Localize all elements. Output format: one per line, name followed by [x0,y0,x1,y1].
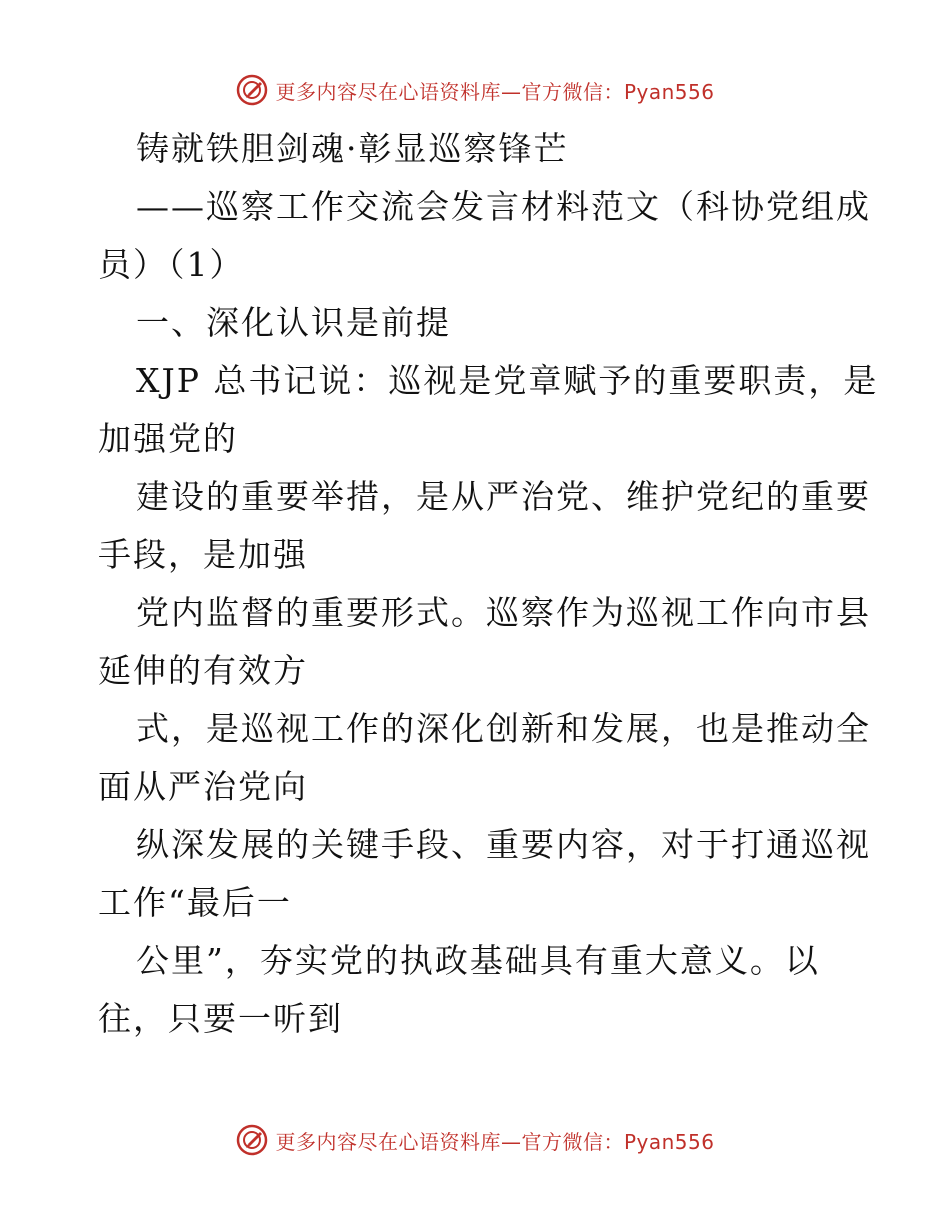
header-watermark-banner [0,68,950,112]
paragraph-line: 党内监督的重要形式。巡察作为巡视工作向市县 [136,593,871,632]
paragraph-line: XJP 总书记说：巡视是党章赋予的重要职责，是 [136,361,879,400]
section-heading: 一、深化认识是前提 [136,303,451,342]
paragraph-line: 面从严治党向 [98,767,308,806]
paragraph-line: 公里”，夯实党的执政基础具有重大意义。以 [136,941,820,980]
pen-logo-icon [235,73,269,107]
document-subtitle-line-1: ——巡察工作交流会发言材料范文（科协党组成 [136,187,871,226]
paragraph-line: 式，是巡视工作的深化创新和发展，也是推动全 [136,709,871,748]
paragraph-line: 手段，是加强 [98,535,308,574]
watermark-text: 更多内容尽在心语资料库—官方微信：Pyan556 [275,1129,715,1154]
paragraph-line: 建设的重要举措，是从严治党、维护党纪的重要 [136,477,871,516]
paragraph-line: 纵深发展的关键手段、重要内容，对于打通巡视 [136,825,871,864]
footer-watermark-banner [0,1118,950,1162]
document-body [98,120,879,1048]
watermark-text: 更多内容尽在心语资料库—官方微信：Pyan556 [275,79,715,104]
paragraph-line: 延伸的有效方 [98,651,308,690]
paragraph-line: 往，只要一听到 [98,999,343,1038]
document-title: 铸就铁胆剑魂·彰显巡察锋芒 [136,129,569,168]
paragraph-line: 工作“最后一 [98,883,292,922]
document-subtitle-line-2: 员）（1） [98,245,245,284]
pen-logo-icon [235,1123,269,1157]
paragraph-line: 加强党的 [98,419,238,458]
